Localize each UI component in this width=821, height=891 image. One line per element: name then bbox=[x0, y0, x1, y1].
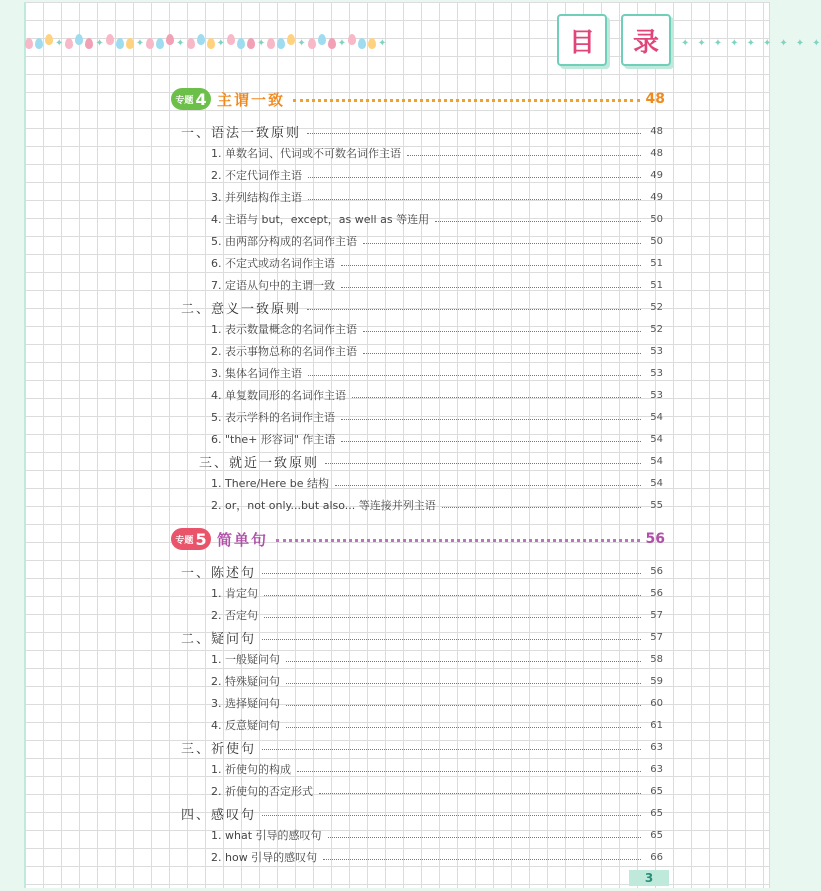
star-icon: ✦ bbox=[55, 38, 64, 49]
entry-label: 1. There/Here be 结构 bbox=[211, 477, 330, 490]
entry-page: 65 bbox=[650, 785, 663, 797]
entry-page: 54 bbox=[650, 477, 663, 489]
section-entry[interactable] bbox=[181, 802, 663, 824]
entry-label: 6. 不定式或动名词作主语 bbox=[211, 257, 335, 270]
leader-dots bbox=[308, 199, 641, 200]
header-banner bbox=[25, 2, 821, 70]
entry-label: 3. 选择疑问句 bbox=[211, 697, 280, 710]
star-icon: ✦ bbox=[297, 38, 306, 49]
raindrop-icon bbox=[308, 38, 316, 49]
raindrop-icon bbox=[75, 34, 83, 45]
subsection-entry[interactable] bbox=[211, 494, 663, 516]
star-icon: ✦ bbox=[337, 38, 347, 49]
star-icon: ✦ bbox=[378, 38, 387, 49]
star-icon: ✦ bbox=[95, 38, 104, 49]
raindrop-icon bbox=[348, 34, 356, 45]
raindrop-icon bbox=[207, 38, 215, 49]
entry-label: 2. 祈使句的否定形式 bbox=[211, 785, 313, 798]
leader-dots bbox=[328, 837, 641, 838]
entry-label: 二、疑问句 bbox=[181, 631, 257, 647]
raindrop-icon bbox=[227, 34, 235, 45]
raindrop-icon bbox=[146, 38, 154, 49]
leader-dots bbox=[363, 353, 641, 354]
star-icon: ✦ bbox=[681, 38, 690, 49]
subsection-entry[interactable] bbox=[211, 692, 663, 714]
star-icon: ✦ bbox=[216, 38, 225, 49]
raindrop-icon bbox=[35, 38, 43, 49]
entry-label: 四、感叹句 bbox=[181, 807, 257, 823]
subsection-entry[interactable] bbox=[211, 780, 663, 802]
title-char-1: 目 bbox=[557, 14, 607, 66]
entry-label: 1. 表示数量概念的名词作主语 bbox=[211, 323, 357, 336]
entry-page: 54 bbox=[650, 455, 663, 467]
section-entry[interactable] bbox=[181, 736, 663, 758]
raindrop-icon bbox=[237, 38, 245, 49]
entry-label: 一、陈述句 bbox=[181, 565, 257, 581]
leader-dots bbox=[323, 859, 641, 860]
entry-page: 60 bbox=[650, 697, 663, 709]
raindrop-icon bbox=[65, 38, 73, 49]
subsection-entry[interactable] bbox=[211, 186, 663, 208]
star-icon: ✦ bbox=[746, 38, 755, 49]
subsection-entry[interactable] bbox=[211, 648, 663, 670]
entry-label: 1. 一般疑问句 bbox=[211, 653, 280, 666]
entry-page: 53 bbox=[650, 367, 663, 379]
star-icon: ✦ bbox=[176, 38, 185, 49]
entry-label: 2. how 引导的感叹句 bbox=[211, 851, 318, 864]
entry-label: 2. 表示事物总称的名词作主语 bbox=[211, 345, 357, 358]
star-icon: ✦ bbox=[762, 38, 772, 49]
raindrop-icon bbox=[126, 38, 134, 49]
leader-dots bbox=[307, 309, 641, 310]
leader-dots bbox=[262, 815, 641, 816]
leader-dots bbox=[442, 507, 641, 508]
entry-page: 59 bbox=[650, 675, 663, 687]
entry-page: 48 bbox=[650, 125, 663, 137]
raindrop-icon bbox=[45, 34, 53, 45]
raindrop-icon bbox=[106, 34, 114, 45]
entry-page: 51 bbox=[650, 279, 663, 291]
entry-page: 52 bbox=[650, 323, 663, 335]
raindrop-icon bbox=[116, 38, 124, 49]
subsection-entry[interactable] bbox=[211, 340, 663, 362]
leader-dots bbox=[262, 573, 641, 574]
subsection-entry[interactable] bbox=[211, 472, 663, 494]
entry-page: 56 bbox=[650, 565, 663, 577]
section-entry[interactable] bbox=[181, 296, 663, 318]
entry-label: 3. 集体名词作主语 bbox=[211, 367, 302, 380]
topic-heading-4[interactable] bbox=[171, 86, 665, 112]
entry-label: 5. 由两部分构成的名词作主语 bbox=[211, 235, 357, 248]
leader-dots bbox=[308, 177, 641, 178]
entry-page: 50 bbox=[650, 235, 663, 247]
raindrop-icon bbox=[368, 38, 376, 49]
subsection-entry[interactable] bbox=[211, 318, 663, 340]
raindrop-icon bbox=[358, 38, 366, 49]
entry-page: 50 bbox=[650, 213, 663, 225]
raindrop-border bbox=[675, 32, 821, 56]
entry-label: 4. 单复数同形的名词作主语 bbox=[211, 389, 346, 402]
entry-label: 二、意义一致原则 bbox=[181, 301, 302, 317]
section-entry[interactable] bbox=[181, 120, 663, 142]
entry-page: 52 bbox=[650, 301, 663, 313]
subsection-entry[interactable] bbox=[211, 230, 663, 252]
entry-label: 4. 主语与 but，except，as well as 等连用 bbox=[211, 213, 430, 226]
raindrop-icon bbox=[187, 38, 195, 49]
leader-dots bbox=[341, 419, 641, 420]
entry-label: 1. 祈使句的构成 bbox=[211, 763, 291, 776]
leader-dots bbox=[341, 265, 641, 266]
subsection-entry[interactable] bbox=[211, 384, 663, 406]
leader-dots bbox=[286, 727, 641, 728]
entry-label: 7. 定语从句中的主谓一致 bbox=[211, 279, 335, 292]
section-entry[interactable] bbox=[199, 450, 663, 472]
star-icon: ✦ bbox=[713, 38, 723, 49]
leader-dots bbox=[363, 331, 641, 332]
subsection-entry[interactable] bbox=[211, 208, 663, 230]
entry-label: 1. 单数名词、代词或不可数名词作主语 bbox=[211, 147, 401, 160]
leader-dots bbox=[262, 639, 641, 640]
entry-page: 54 bbox=[650, 433, 663, 445]
leader-dots bbox=[307, 133, 641, 134]
entry-page: 56 bbox=[650, 587, 663, 599]
entry-page: 63 bbox=[650, 763, 663, 775]
star-icon: ✦ bbox=[730, 38, 739, 49]
entry-page: 63 bbox=[650, 741, 663, 753]
subsection-entry[interactable] bbox=[211, 582, 663, 604]
raindrop-icon bbox=[287, 34, 295, 45]
entry-label: 一、语法一致原则 bbox=[181, 125, 302, 141]
subsection-entry[interactable] bbox=[211, 846, 663, 868]
star-icon: ✦ bbox=[812, 38, 821, 49]
leader-dots bbox=[325, 463, 641, 464]
raindrop-icon bbox=[328, 38, 336, 49]
entry-label: 1. what 引导的感叹句 bbox=[211, 829, 322, 842]
entry-page: 65 bbox=[650, 807, 663, 819]
raindrop-icon bbox=[156, 38, 164, 49]
subsection-entry[interactable] bbox=[211, 164, 663, 186]
leader-dots bbox=[286, 683, 641, 684]
star-icon: ✦ bbox=[795, 38, 805, 49]
raindrop-icon bbox=[318, 34, 326, 45]
entry-label: 2. 否定句 bbox=[211, 609, 258, 622]
entry-page: 49 bbox=[650, 169, 663, 181]
topic-page: 48 bbox=[645, 91, 665, 107]
topic-badge: 专题 5 bbox=[171, 528, 211, 550]
subsection-entry[interactable] bbox=[211, 428, 663, 450]
entry-label: 1. 肯定句 bbox=[211, 587, 258, 600]
entry-page: 65 bbox=[650, 829, 663, 841]
section-entry[interactable] bbox=[181, 626, 663, 648]
subsection-entry[interactable] bbox=[211, 604, 663, 626]
entry-label: 6. "the+ 形容词" 作主语 bbox=[211, 433, 336, 446]
leader-dots bbox=[308, 375, 641, 376]
entry-page: 51 bbox=[650, 257, 663, 269]
subsection-entry[interactable] bbox=[211, 274, 663, 296]
star-icon: ✦ bbox=[135, 38, 145, 49]
raindrop-icon bbox=[166, 34, 174, 45]
leader-dots bbox=[286, 705, 641, 706]
entry-page: 66 bbox=[650, 851, 663, 863]
raindrop-icon bbox=[25, 38, 33, 49]
entry-label: 2. 不定代词作主语 bbox=[211, 169, 302, 182]
raindrop-icon bbox=[247, 38, 255, 49]
topic-title: 主谓一致 bbox=[217, 90, 286, 109]
star-icon: ✦ bbox=[256, 38, 266, 49]
leader-dots bbox=[293, 99, 640, 102]
raindrop-icon bbox=[267, 38, 275, 49]
leader-dots bbox=[319, 793, 641, 794]
subsection-entry[interactable] bbox=[211, 406, 663, 428]
entry-label: 三、就近一致原则 bbox=[199, 455, 320, 471]
subsection-entry[interactable] bbox=[211, 670, 663, 692]
subsection-entry[interactable] bbox=[211, 252, 663, 274]
entry-label: 2. or，not only...but also... 等连接并列主语 bbox=[211, 499, 436, 512]
subsection-entry[interactable] bbox=[211, 714, 663, 736]
subsection-entry[interactable] bbox=[211, 142, 663, 164]
topic-page: 56 bbox=[645, 531, 665, 547]
leader-dots bbox=[435, 221, 641, 222]
topic-badge: 专题 4 bbox=[171, 88, 211, 110]
leader-dots bbox=[276, 539, 640, 542]
entry-page: 55 bbox=[650, 499, 663, 511]
toc-page bbox=[24, 2, 821, 888]
entry-page: 49 bbox=[650, 191, 663, 203]
entry-page: 57 bbox=[650, 631, 663, 643]
raindrop-icon bbox=[197, 34, 205, 45]
leader-dots bbox=[264, 595, 641, 596]
title-char-2: 录 bbox=[621, 14, 671, 66]
entry-label: 4. 反意疑问句 bbox=[211, 719, 280, 732]
leader-dots bbox=[264, 617, 641, 618]
leader-dots bbox=[262, 749, 641, 750]
subsection-entry[interactable] bbox=[211, 824, 663, 846]
entry-page: 58 bbox=[650, 653, 663, 665]
entry-label: 2. 特殊疑问句 bbox=[211, 675, 280, 688]
raindrop-border bbox=[25, 32, 545, 56]
entry-page: 48 bbox=[650, 147, 663, 159]
entry-page: 53 bbox=[650, 389, 663, 401]
leader-dots bbox=[297, 771, 641, 772]
leader-dots bbox=[407, 155, 641, 156]
star-icon: ✦ bbox=[779, 38, 788, 49]
subsection-entry[interactable] bbox=[211, 362, 663, 384]
subsection-entry[interactable] bbox=[211, 758, 663, 780]
star-icon: ✦ bbox=[697, 38, 706, 49]
entry-label: 5. 表示学科的名词作主语 bbox=[211, 411, 335, 424]
leader-dots bbox=[335, 485, 641, 486]
leader-dots bbox=[341, 441, 641, 442]
entry-page: 57 bbox=[650, 609, 663, 621]
raindrop-icon bbox=[277, 38, 285, 49]
leader-dots bbox=[352, 397, 641, 398]
leader-dots bbox=[286, 661, 641, 662]
leader-dots bbox=[363, 243, 641, 244]
entry-page: 61 bbox=[650, 719, 663, 731]
entry-page: 54 bbox=[650, 411, 663, 423]
entry-label: 三、祈使句 bbox=[181, 741, 257, 757]
topic-title: 简单句 bbox=[217, 530, 269, 549]
entry-page: 53 bbox=[650, 345, 663, 357]
page-number: 3 bbox=[629, 870, 669, 886]
raindrop-icon bbox=[85, 38, 93, 49]
leader-dots bbox=[341, 287, 641, 288]
section-entry[interactable] bbox=[181, 560, 663, 582]
topic-heading-5[interactable] bbox=[171, 526, 665, 552]
entry-label: 3. 并列结构作主语 bbox=[211, 191, 302, 204]
